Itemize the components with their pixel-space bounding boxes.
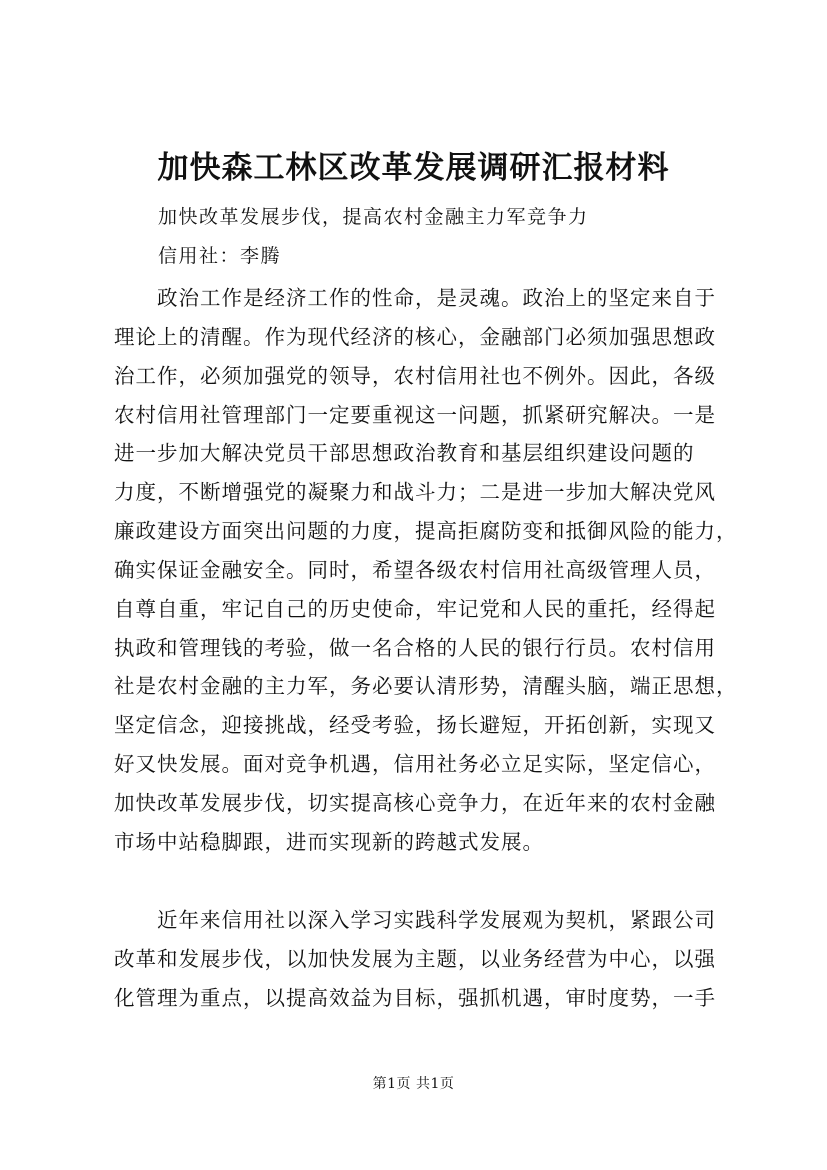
text-line: 化管理为重点，以提高效益为目标，强抓机遇，审时度势，一手 xyxy=(114,985,716,1010)
page-number: 第1页 共1页 xyxy=(372,1076,455,1092)
text-line: 市场中站稳脚跟，进而实现新的跨越式发展。 xyxy=(114,829,544,854)
text-line: 廉政建设方面突出问题的力度，提高拒腐防变和抵御风险的能力， xyxy=(114,519,738,544)
text-line: 确实保证金融安全。同时，希望各级农村信用社高级管理人员， xyxy=(114,557,716,582)
text-line: 进一步加大解决党员干部思想政治教育和基层组织建设问题的 xyxy=(114,441,695,466)
text-line: 政治工作是经济工作的性命，是灵魂。政治上的坚定来自于 xyxy=(114,286,716,310)
text-line: 改革和发展步伐，以加快发展为主题，以业务经营为中心，以强 xyxy=(114,946,716,971)
text-line: 近年来信用社以深入学习实践科学发展观为契机，紧跟公司 xyxy=(114,908,716,932)
text-line: 坚定信念，迎接挑战，经受考验，扬长避短，开拓创新，实现又 xyxy=(114,713,716,738)
text-line: 理论上的清醒。作为现代经济的核心，金融部门必须加强思想政 xyxy=(114,324,716,349)
paragraph-1 xyxy=(114,279,738,862)
text-line: 农村信用社管理部门一定要重视这一问题，抓紧研究解决。一是 xyxy=(114,402,716,427)
text-line: 自尊自重，牢记自己的历史使命，牢记党和人民的重托，经得起 xyxy=(114,596,716,621)
text-line: 社是农村金融的主力军，务必要认清形势，清醒头脑，端正思想， xyxy=(114,674,738,699)
author-line: 信用社：李腾 xyxy=(158,245,282,267)
text-line: 执政和管理钱的考验，做一名合格的人民的银行行员。农村信用 xyxy=(114,635,716,660)
text-line: 加快改革发展步伐，切实提高核心竞争力，在近年来的农村金融 xyxy=(114,790,716,815)
paragraph-2 xyxy=(114,901,734,1018)
document-subtitle: 加快改革发展步伐，提高农村金融主力军竞争力 xyxy=(158,206,589,228)
text-line: 力度，不断增强党的凝聚力和战斗力；二是进一步加大解决党风 xyxy=(114,480,716,505)
document-title: 加快森工林区改革发展调研汇报材料 xyxy=(157,150,670,186)
text-line: 治工作，必须加强党的领导，农村信用社也不例外。因此，各级 xyxy=(114,363,716,388)
text-line: 好又快发展。面对竞争机遇，信用社务必立足实际，坚定信心， xyxy=(114,752,716,777)
